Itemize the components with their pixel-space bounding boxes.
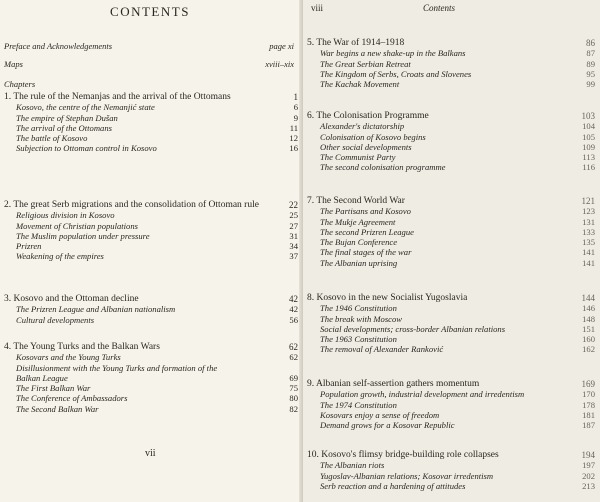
- toc-entry: The second Prizren League 133: [320, 226, 595, 237]
- toc-entry: Movement of Christian populations 27: [16, 220, 298, 231]
- toc-entry: The Great Serbian Retreat 89: [320, 58, 595, 69]
- chapter-title: 4. The Young Turks and the Balkan Wars 62: [4, 342, 298, 352]
- toc-entry: The empire of Stephan Dušan 9: [16, 112, 298, 123]
- toc-entry: The First Balkan War 75: [16, 383, 298, 394]
- chapter-page: 62: [289, 342, 298, 352]
- contents-title: CONTENTS: [110, 4, 190, 19]
- chapter-6: [307, 111, 599, 173]
- chapter-page: 1: [293, 92, 298, 102]
- chapter-page: 121: [581, 196, 595, 206]
- toc-entry: The 1974 Constitution 178: [320, 399, 595, 410]
- toc-entry: Alexander's dictatorship 104: [320, 121, 595, 132]
- toc-entry: Social developments; cross-border Albanian relations 151: [320, 323, 595, 334]
- toc-entry: The Bujan Conference 135: [320, 237, 595, 248]
- front-matter-label: Maps: [4, 59, 23, 69]
- chapter-title: 2. The great Serb migrations and the consolidation of Ottoman rule 22: [4, 200, 298, 210]
- toc-entry: The final stages of the war 141: [320, 247, 595, 258]
- toc-entry: Subjection to Ottoman control in Kosovo 16: [16, 143, 298, 154]
- chapter-8: [307, 293, 599, 355]
- toc-entry: Yugoslav-Albanian relations; Kosovar irredentism 202: [320, 470, 595, 481]
- chapter-7: [307, 196, 599, 268]
- toc-entry: The Communist Party 113: [320, 152, 595, 163]
- toc-entry: Weakening of the empires 37: [16, 251, 298, 262]
- toc-entry: The Conference of Ambassadors 80: [16, 393, 298, 404]
- chapter-title: 9. Albanian self-assertion gathers momentum 169: [307, 379, 595, 389]
- toc-entry: The Albanian uprising 141: [320, 257, 595, 268]
- chapters-label: Chapters: [4, 79, 36, 89]
- chapter-page: 22: [289, 200, 298, 210]
- chapter-title: 8. Kosovo in the new Socialist Yugoslavia 144: [307, 293, 595, 303]
- toc-entry: Prizren 34: [16, 241, 298, 252]
- chapter-page: 86: [586, 38, 595, 48]
- toc-entry: The arrival of the Ottomans 11: [16, 122, 298, 133]
- toc-entry: The second colonisation programme 116: [320, 162, 595, 173]
- toc-entry: The 1946 Constitution 146: [320, 303, 595, 314]
- toc-entry: Kosovars and the Young Turks 62: [16, 352, 298, 363]
- toc-entry: The Mukje Agreement 131: [320, 216, 595, 227]
- page-folio: vii: [145, 448, 156, 459]
- running-head: Contents: [423, 3, 456, 13]
- toc-entry: Kosovars enjoy a sense of freedom 181: [320, 409, 595, 420]
- chapter-page: 144: [581, 293, 595, 303]
- toc-entry: Disillusionment with the Young Turks and formation of the Balkan League 69: [16, 362, 298, 383]
- toc-entry: The Second Balkan War 82: [16, 403, 298, 414]
- toc-entry: Population growth, industrial development and irredentism 170: [320, 389, 595, 400]
- toc-entry: The 1963 Constitution 160: [320, 334, 595, 345]
- toc-entry: Serb reaction and a hardening of attitudes 213: [320, 480, 595, 491]
- toc-entry: Other social developments 109: [320, 141, 595, 152]
- chapter-4: [4, 342, 300, 414]
- toc-entry: The Kachak Movement 99: [320, 79, 595, 90]
- right-page: [303, 0, 600, 502]
- chapter-title: 7. The Second World War 121: [307, 196, 595, 206]
- front-matter-page: page xi: [269, 41, 294, 51]
- toc-entry: The removal of Alexander Ranković 162: [320, 344, 595, 355]
- toc-entry: Colonisation of Kosovo begins 105: [320, 131, 595, 142]
- toc-entry: The Kingdom of Serbs, Croats and Slovenes 95: [320, 68, 595, 79]
- chapter-title: 10. Kosovo's flimsy bridge-building role collapses 194: [307, 450, 595, 460]
- chapter-page: 194: [581, 450, 595, 460]
- chapter-title: 6. The Colonisation Programme 103: [307, 111, 595, 121]
- toc-entry: Demand grows for a Kosovar Republic 187: [320, 420, 595, 431]
- chapter-page: 103: [581, 111, 595, 121]
- front-matter-label: Preface and Acknowledgements: [4, 41, 113, 51]
- toc-entry: Religious division in Kosovo 25: [16, 210, 298, 221]
- toc-entry: The battle of Kosovo 12: [16, 133, 298, 144]
- toc-entry: The Partisans and Kosovo 123: [320, 206, 595, 217]
- front-matter-page: xviii–xix: [265, 59, 294, 69]
- front-matter-maps: [4, 59, 296, 69]
- chapter-3: [4, 294, 300, 325]
- chapter-title: 5. The War of 1914–1918 86: [307, 38, 595, 48]
- toc-entry: The break with Moscow 148: [320, 313, 595, 324]
- toc-entry: Kosovo, the centre of the Nemanjić state 6: [16, 102, 298, 113]
- chapter-page: 169: [581, 379, 595, 389]
- chapter-1: [4, 92, 300, 154]
- chapter-10: [307, 450, 599, 491]
- toc-entry: The Prizren League and Albanian nationalism 42: [16, 304, 298, 315]
- toc-entry: The Albanian riots 197: [320, 460, 595, 471]
- toc-entry: Cultural developments 56: [16, 314, 298, 325]
- front-matter-preface: [4, 41, 296, 51]
- page-folio: viii: [311, 3, 324, 13]
- chapter-2: [4, 200, 300, 262]
- chapter-page: 42: [289, 294, 298, 304]
- chapter-9: [307, 379, 599, 430]
- chapter-title: 3. Kosovo and the Ottoman decline 42: [4, 294, 298, 304]
- chapter-title: 1. The rule of the Nemanjas and the arrival of the Ottomans 1: [4, 92, 298, 102]
- chapter-5: [307, 38, 599, 89]
- toc-entry: War begins a new shake-up in the Balkans 87: [320, 48, 595, 59]
- toc-entry: The Muslim population under pressure 31: [16, 230, 298, 241]
